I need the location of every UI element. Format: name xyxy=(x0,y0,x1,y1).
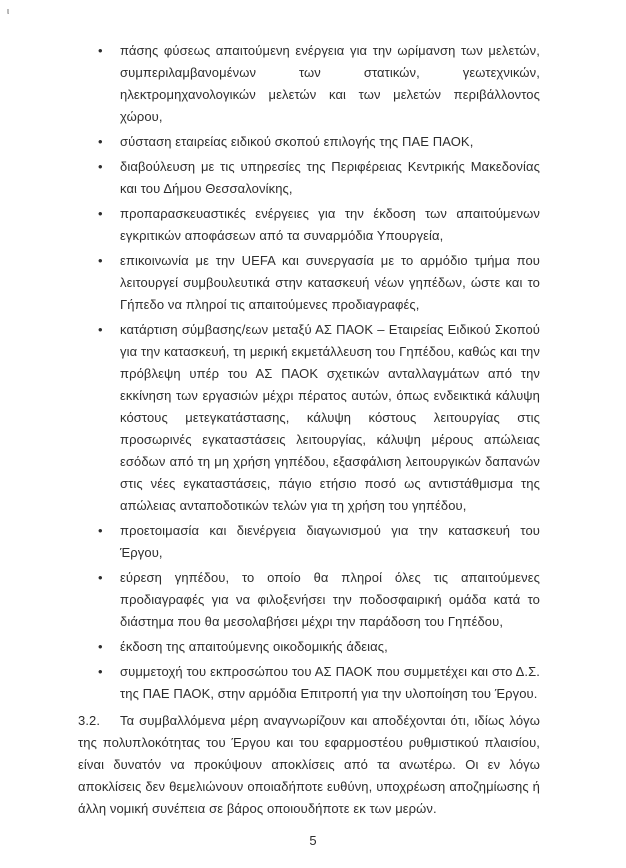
list-item xyxy=(78,319,540,517)
paragraph-3-2 xyxy=(78,710,540,820)
bullet-text: διαβούλευση με τις υπηρεσίες της Περιφέρειας Κεντρικής Μακεδονίας και του Δήμου Θεσσαλονίκης, xyxy=(120,159,540,196)
bullet-icon: • xyxy=(98,134,103,149)
page-footer xyxy=(0,833,626,848)
bullet-icon: • xyxy=(98,639,103,654)
bullet-text: σύσταση εταιρείας ειδικού σκοπού επιλογής της ΠΑΕ ΠΑΟΚ, xyxy=(120,134,474,149)
page-number: 5 xyxy=(309,833,317,848)
list-item xyxy=(78,661,540,705)
bullet-icon: • xyxy=(98,664,103,679)
bullet-text: έκδοση της απαιτούμενης οικοδομικής άδειας, xyxy=(120,639,388,654)
bullet-icon: • xyxy=(98,43,103,58)
list-item xyxy=(78,250,540,316)
list-item xyxy=(78,40,540,128)
bullet-icon: • xyxy=(98,206,103,221)
list-item xyxy=(78,203,540,247)
bullet-icon: • xyxy=(98,159,103,174)
document-body xyxy=(78,40,540,820)
bullet-text: επικοινωνία με την UEFA και συνεργασία με το αρμόδιο τμήμα που λειτουργεί συμβουλευτικά στην κατασκευή νέων γηπέδων, ώστε και το Γήπεδο να πληροί τις απαιτούμενες προδιαγραφές, xyxy=(120,253,540,312)
list-item xyxy=(78,567,540,633)
scan-artifact-mark: ι xyxy=(7,6,9,16)
list-item xyxy=(78,156,540,200)
paragraph-number: 3.2. xyxy=(78,713,101,728)
bullet-icon: • xyxy=(98,570,103,585)
list-item xyxy=(78,636,540,658)
bullet-text: συμμετοχή του εκπροσώπου του ΑΣ ΠΑΟΚ που συμμετέχει και στο Δ.Σ. της ΠΑΕ ΠΑΟΚ, στην αρμόδια Επιτροπή για την υλοποίηση του Έργου. xyxy=(120,664,540,701)
bullet-text: κατάρτιση σύμβασης/εων μεταξύ ΑΣ ΠΑΟΚ – Εταιρείας Ειδικού Σκοπού για την κατασκευή, τη μερική εκμετάλλευση του Γηπέδου, καθώς και την πρόβλεψη υπέρ του ΑΣ ΠΑΟΚ σχετικών ανταλλαγμάτων από την εκκίνηση των εργασιών μέχρι πέρατος αυτών, όπως ενδεικτικά κάλυψη κόστους μετεγκατάστασης, κάλυψη κόστους λειτουργίας στις προσωρινές εγκαταστάσεις λειτουργίας, κάλυψη μέρους απώλειας εσόδων από τη μη χρήση γηπέδου, εξασφάλιση λειτουργικών δαπανών στις νέες εγκαταστάσεις, πάγιο ετήσιο ποσό ως αντιστάθμισμα της απώλειας ανταποδοτικών τελών για τη χρήση του γηπέδου, xyxy=(120,322,540,513)
bullet-text: εύρεση γηπέδου, το οποίο θα πληροί όλες τις απαιτούμενες προδιαγραφές για να φιλοξενήσει την ποδοσφαιρική ομάδα κατά το διάστημα που θα μεσολαβήσει μέχρι την παράδοση του Γηπέδου, xyxy=(120,570,540,629)
bullet-text: πάσης φύσεως απαιτούμενη ενέργεια για την ωρίμανση των μελετών, συμπεριλαμβανομένων των στατικών, γεωτεχνικών, ηλεκτρομηχανολογικών μελετών και των μελετών περιβάλλοντος χώρου, xyxy=(120,43,540,124)
bullet-icon: • xyxy=(98,523,103,538)
bullet-icon: • xyxy=(98,322,103,337)
bullet-icon: • xyxy=(98,253,103,268)
bullet-text: προπαρασκευαστικές ενέργειες για την έκδοση των απαιτούμενων εγκριτικών αποφάσεων από τα συναρμόδια Υπουργεία, xyxy=(120,206,540,243)
paragraph-text: Τα συμβαλλόμενα μέρη αναγνωρίζουν και αποδέχονται ότι, ιδίως λόγω της πολυπλοκότητας του Έργου και του εφαρμοστέου ρυθμιστικού πλαισίου, είναι δυνατόν να προκύψουν αποκλίσεις από τα ανωτέρω. Οι εν λόγω αποκλίσεις δεν θεμελιώνουν οποιαδήποτε ευθύνη, υποχρέωση αποζημίωσης ή άλλη νομική συνέπεια σε βάρος οποιουδήποτε εκ των μερών. xyxy=(78,713,540,816)
list-item xyxy=(78,131,540,153)
bullet-text: προετοιμασία και διενέργεια διαγωνισμού για την κατασκευή του Έργου, xyxy=(120,523,540,560)
list-item xyxy=(78,520,540,564)
bullet-list xyxy=(78,40,540,705)
